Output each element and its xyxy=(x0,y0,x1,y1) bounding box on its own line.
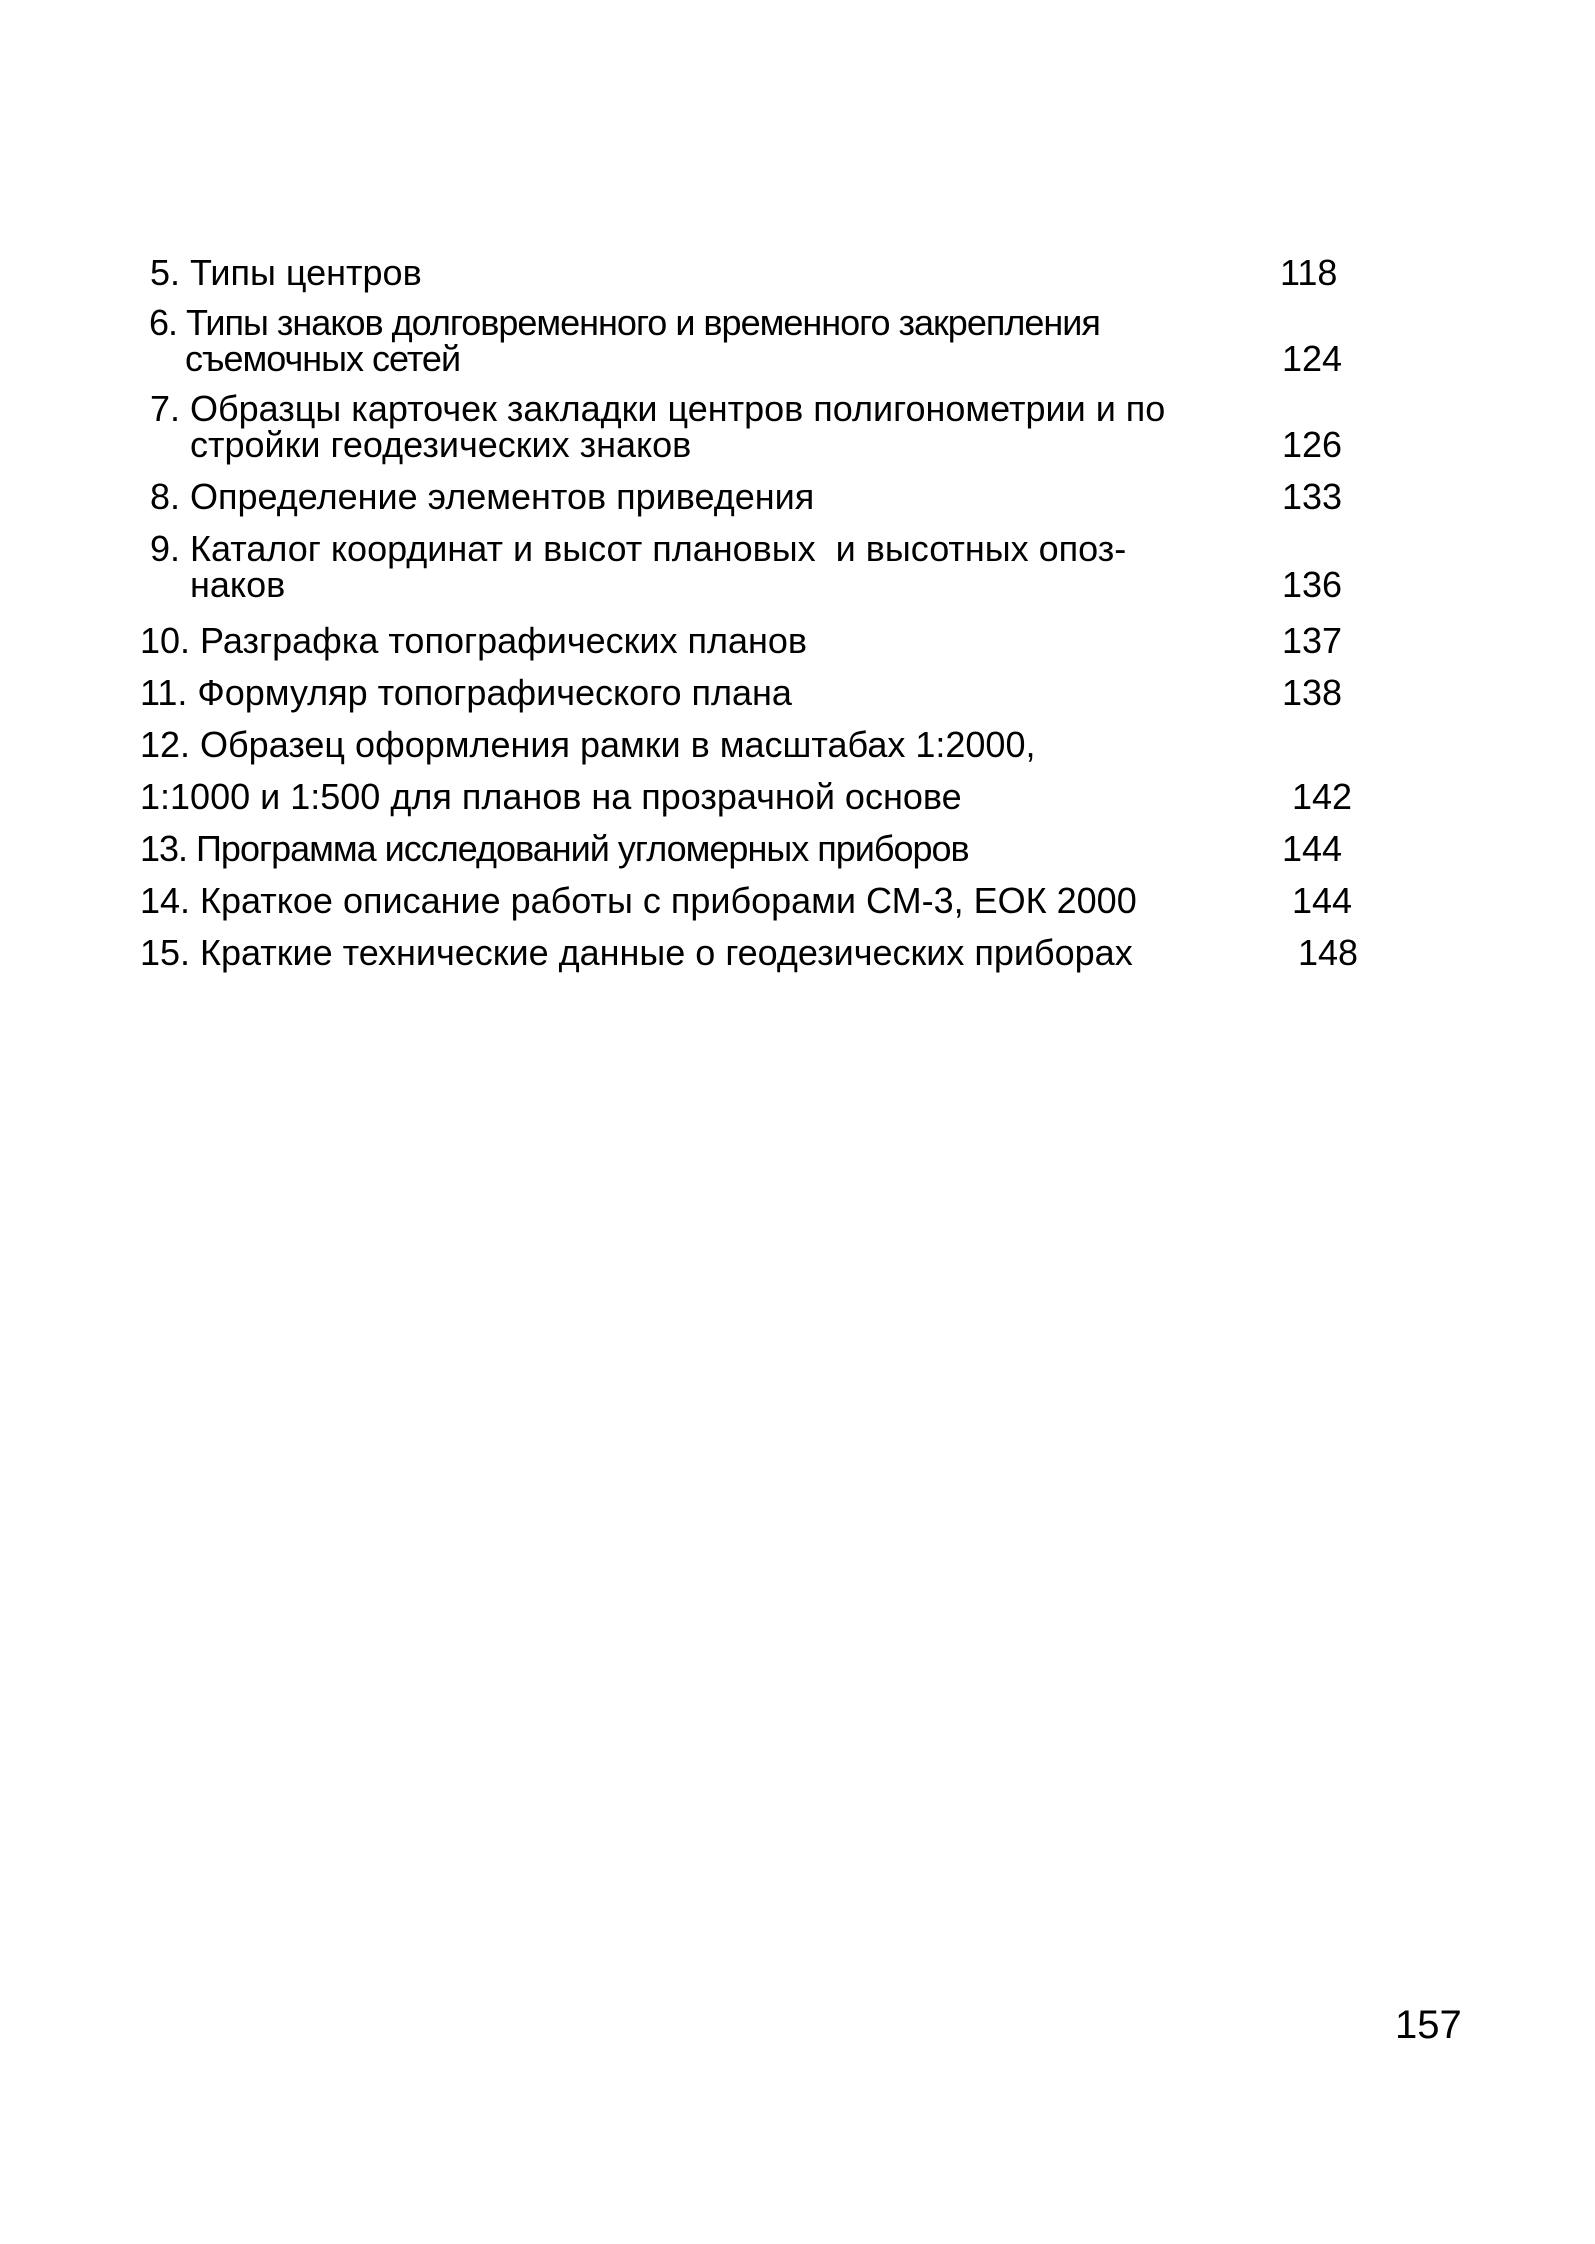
toc-entry-page: 142 xyxy=(1292,776,1353,817)
toc-entry-page: 148 xyxy=(1298,932,1359,973)
table-of-contents xyxy=(140,252,1380,973)
toc-entry-page: 124 xyxy=(1282,338,1343,379)
toc-entry-12 xyxy=(140,724,1380,765)
toc-entry-page: 133 xyxy=(1282,476,1343,517)
toc-entry-10 xyxy=(140,620,1380,661)
toc-entry-title: 15. Краткие технические данные о геодезических приборах xyxy=(140,932,1133,973)
toc-entry-14 xyxy=(140,880,1380,921)
toc-entry-title: 12. Образец оформления рамки в масштабах 1:2000, xyxy=(140,724,1036,765)
toc-entry-11 xyxy=(140,672,1380,713)
toc-entry-title: 1:1000 и 1:500 для планов на прозрачной основе xyxy=(140,776,962,817)
toc-entry-title-continued: стройки геодезических знаков xyxy=(140,424,692,465)
toc-entry-page: 144 xyxy=(1292,880,1353,921)
toc-entry-page: 137 xyxy=(1282,620,1343,661)
toc-entry-title-continued: съемочных сетей xyxy=(140,338,461,379)
toc-entry-13 xyxy=(140,828,1380,869)
toc-entry-title: 11. Формуляр топографического плана xyxy=(140,672,792,713)
toc-entry-15 xyxy=(140,932,1380,973)
toc-entry-title-continued: наков xyxy=(140,564,286,605)
toc-entry-5 xyxy=(140,252,1380,293)
toc-entry-12-continued xyxy=(140,776,1380,817)
toc-entry-title: 7. Образцы карточек закладки центров полигонометрии и по xyxy=(140,388,1166,429)
toc-entry-6 xyxy=(140,302,1380,379)
toc-entry-page: 136 xyxy=(1282,564,1343,605)
toc-entry-title: 8. Определение элементов приведения xyxy=(140,476,815,517)
toc-entry-page: 138 xyxy=(1282,672,1343,713)
toc-entry-page: 126 xyxy=(1282,424,1343,465)
toc-entry-title: 10. Разграфка топографических планов xyxy=(140,620,808,661)
toc-entry-title: 6. Типы знаков долговременного и временного закрепления xyxy=(140,302,1100,343)
toc-entry-title: 5. Типы центров xyxy=(140,252,422,293)
toc-entry-8 xyxy=(140,476,1380,517)
toc-entry-title: 13. Программа исследований угломерных приборов xyxy=(140,828,969,869)
toc-entry-7 xyxy=(140,388,1380,465)
toc-entry-title: 14. Краткое описание работы с приборами СМ-3, ЕОК 2000 xyxy=(140,880,1137,921)
toc-entry-9 xyxy=(140,528,1380,605)
page-number: 157 xyxy=(1395,2003,1462,2047)
toc-entry-page: 118 xyxy=(1280,252,1338,293)
toc-entry-title: 9. Каталог координат и высот плановых и высотных опоз- xyxy=(140,528,1127,569)
toc-entry-page: 144 xyxy=(1282,828,1343,869)
